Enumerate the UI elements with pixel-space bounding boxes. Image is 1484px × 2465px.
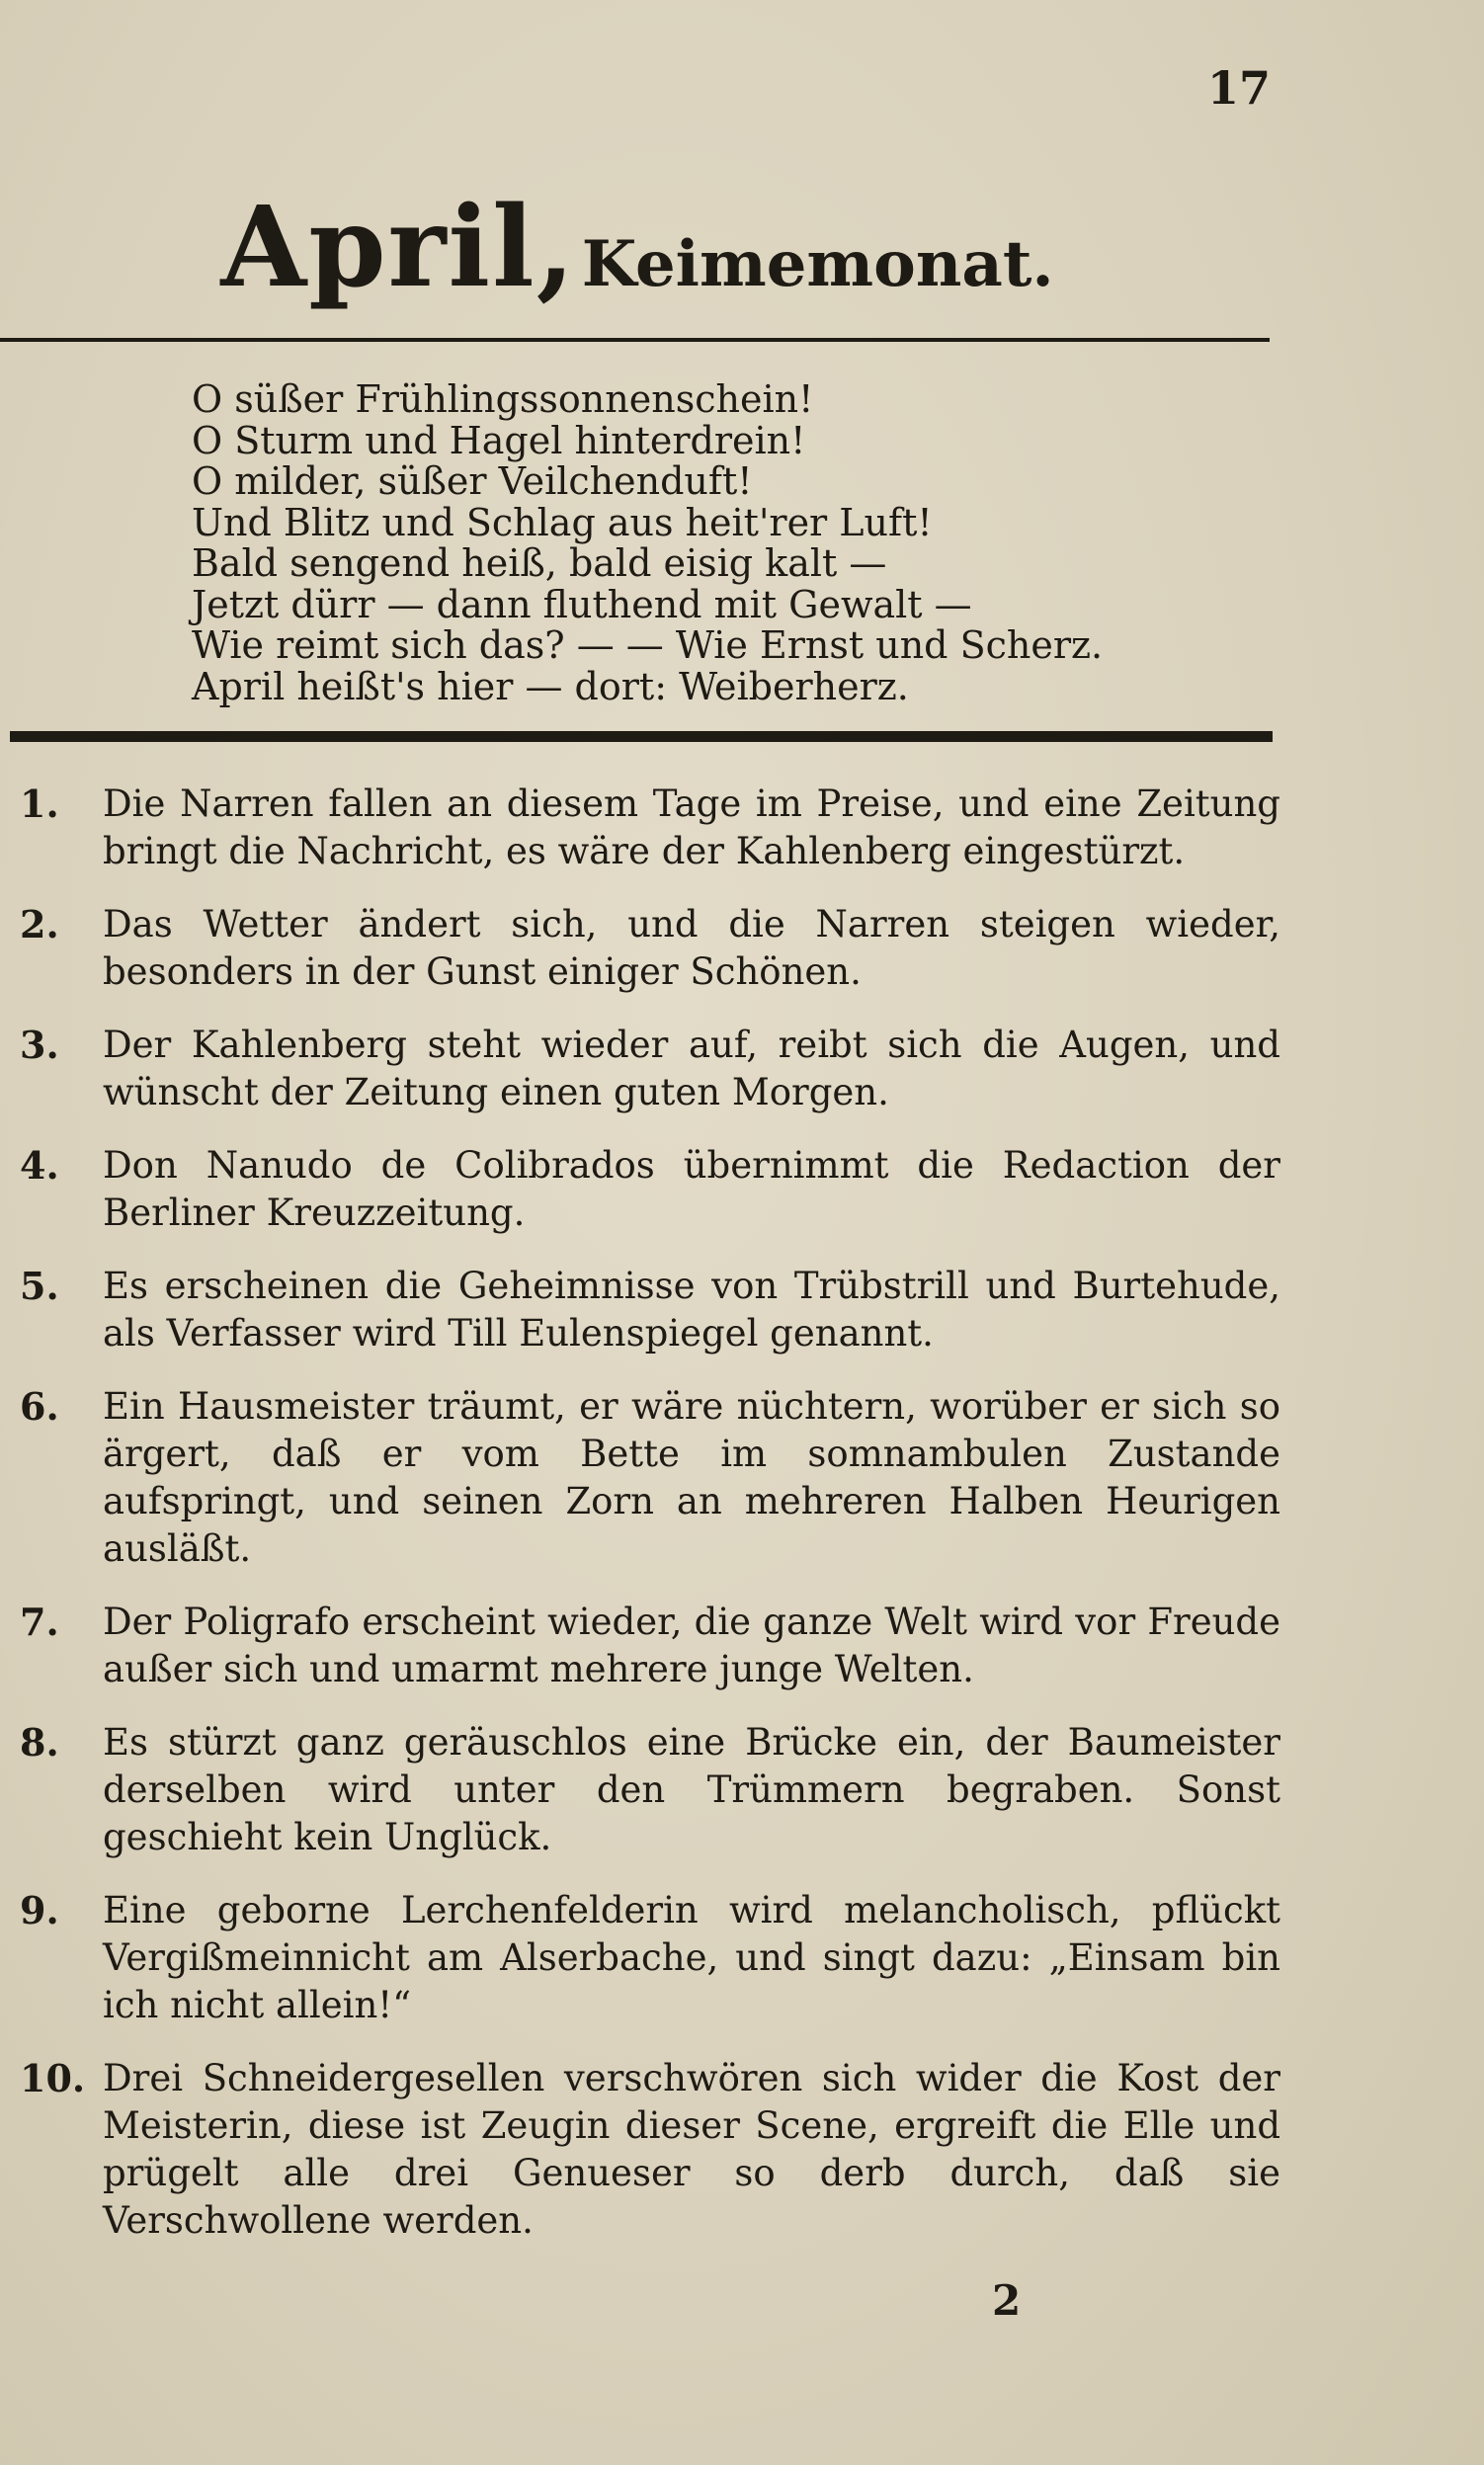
title-divider: [0, 338, 1270, 342]
entry-text: Eine geborne Lerchenfelderin wird melancholisch, pflückt Vergißmeinnicht am Alserbache, und singt dazu: „Einsam bin ich nicht allein!“: [103, 1889, 1280, 2026]
poem-line: O milder, süßer Veilchenduft!: [192, 459, 753, 503]
entry-number: 9.: [20, 1888, 59, 1932]
entry-number: 10.: [20, 2056, 86, 2100]
poem-line: Und Blitz und Schlag aus heit'rer Luft!: [192, 500, 933, 544]
calendar-entry: [0, 781, 1284, 875]
poem-line: O süßer Frühlingssonnenschein!: [192, 377, 814, 421]
page-number: 17: [1207, 61, 1272, 115]
poem-line: Jetzt dürr — dann fluthend mit Gewalt —: [192, 582, 972, 626]
entry-number: 8.: [20, 1720, 59, 1765]
entry-number: 1.: [20, 781, 59, 826]
calendar-entry: [0, 1599, 1284, 1693]
calendar-entry: [0, 1887, 1284, 2029]
title-subtitle: Keimemonat.: [581, 227, 1054, 301]
entry-text: Das Wetter ändert sich, und die Narren steigen wieder, besonders in der Gunst einiger Schönen.: [103, 903, 1280, 993]
title-month: April,: [220, 183, 577, 312]
calendar-entry: [0, 1263, 1284, 1357]
entry-text: Der Kahlenberg steht wieder auf, reibt sich die Augen, und wünscht der Zeitung einen guten Morgen.: [103, 1024, 1280, 1113]
entry-number: 3.: [20, 1023, 59, 1067]
entry-number: 5.: [20, 1264, 59, 1308]
entry-text: Es erscheinen die Geheimnisse von Trübstrill und Burtehude, als Verfasser wird Till Eulenspiegel genannt.: [103, 1265, 1280, 1355]
entry-number: 2.: [20, 902, 59, 946]
poem-line: Wie reimt sich das? — — Wie Ernst und Scherz.: [192, 623, 1104, 667]
calendar-entry: [0, 901, 1284, 996]
poem-line: Bald sengend heiß, bald eisig kalt —: [192, 541, 887, 585]
entry-text: Don Nanudo de Colibrados übernimmt die Redaction der Berliner Kreuzzeitung.: [103, 1144, 1280, 1234]
calendar-entry: [0, 1719, 1284, 1861]
calendar-entry: [0, 1142, 1284, 1237]
signature-mark: 2: [992, 2276, 1022, 2325]
page-title: [0, 183, 1275, 312]
poem: [192, 379, 1103, 707]
entry-text: Es stürzt ganz geräuschlos eine Brücke ein, der Baumeister derselben wird unter den Trümmern begraben. Sonst geschieht kein Unglück.: [103, 1721, 1280, 1858]
poem-line: O Sturm und Hagel hinterdrein!: [192, 418, 806, 462]
poem-divider: [10, 731, 1273, 742]
calendar-entry: [0, 1022, 1284, 1116]
entry-number: 6.: [20, 1384, 59, 1429]
entry-number: 4.: [20, 1143, 59, 1188]
poem-line: April heißt's hier — dort: Weiberherz.: [192, 664, 909, 708]
entry-text: Drei Schneidergesellen verschwören sich wider die Kost der Meisterin, diese ist Zeugin dieser Scene, ergreift die Elle und prügelt alle drei Genueser so derb durch, daß sie Verschwollene werden.: [103, 2057, 1280, 2242]
entry-number: 7.: [20, 1600, 59, 1644]
entry-text: Die Narren fallen an diesem Tage im Preise, und eine Zeitung bringt die Nachricht, es wäre der Kahlenberg eingestürzt.: [103, 782, 1280, 872]
entry-text: Ein Hausmeister träumt, er wäre nüchtern, worüber er sich so ärgert, daß er vom Bette im somnambulen Zustande aufspringt, und seinen Zorn an mehreren Halben Heurigen ausläßt.: [103, 1385, 1280, 1570]
calendar-entry: [0, 1383, 1284, 1573]
calendar-entry: [0, 2055, 1284, 2245]
calendar-entries: [0, 781, 1284, 2270]
entry-text: Der Poligrafo erscheint wieder, die ganze Welt wird vor Freude außer sich und umarmt mehrere junge Welten.: [103, 1601, 1280, 1690]
